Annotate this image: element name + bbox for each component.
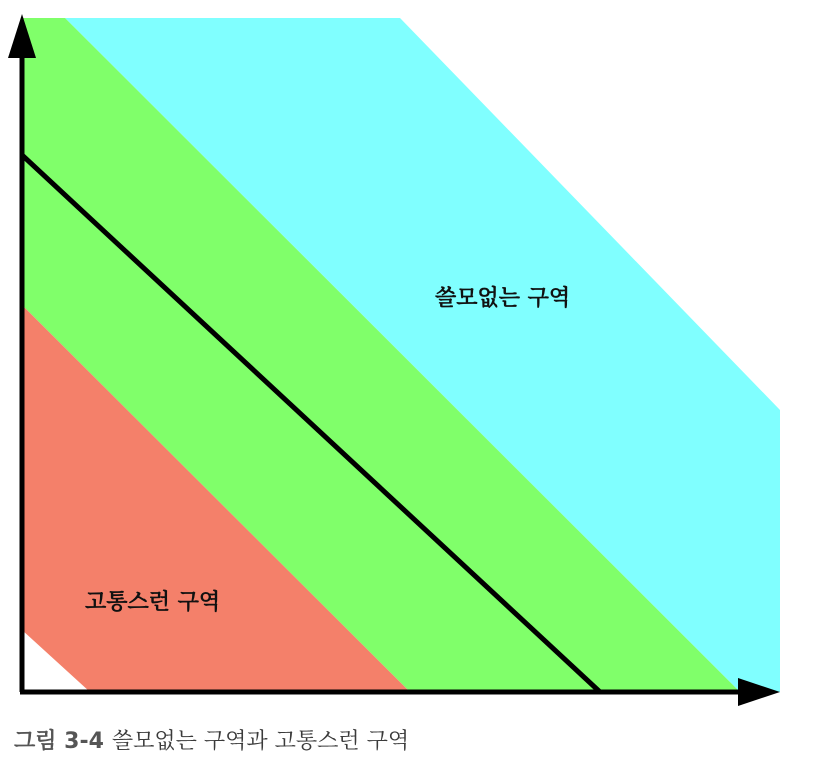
waste-zone-label: 쓸모없는 구역 — [435, 286, 571, 311]
figure-caption — [14, 724, 409, 755]
figure-number: 그림 3-4 — [14, 729, 104, 754]
caption-text: 쓸모없는 구역과 고통스런 구역 — [111, 729, 410, 754]
pain-zone-label: 고통스런 구역 — [85, 590, 221, 615]
